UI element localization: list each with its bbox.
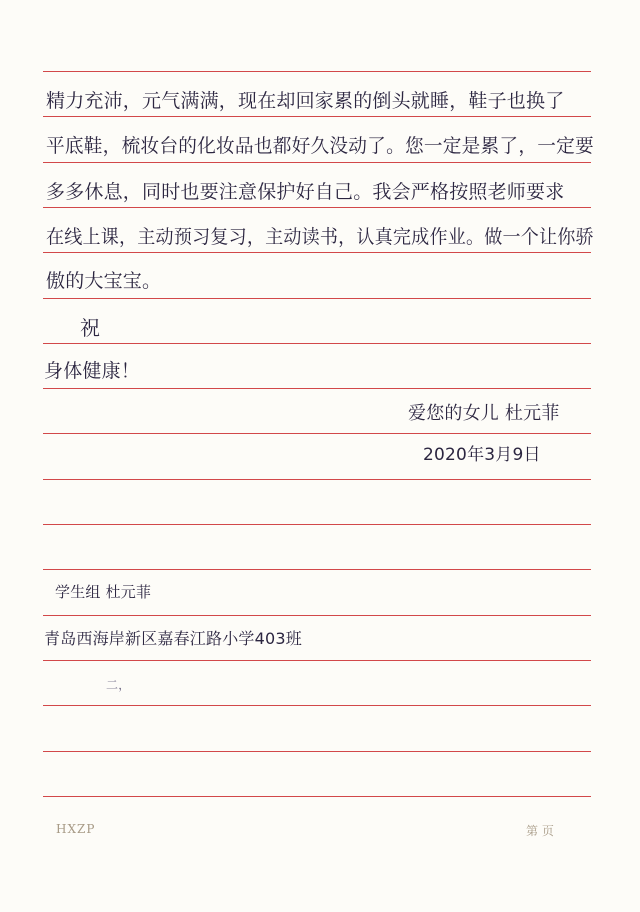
ruled-line xyxy=(43,116,591,117)
ruled-line xyxy=(43,660,591,661)
letter-line-1: 精力充沛，元气满满，现在却回家累的倒头就睡，鞋子也换了 xyxy=(46,90,565,112)
ruled-line xyxy=(43,71,591,72)
ruled-line xyxy=(43,796,591,797)
ruled-line xyxy=(43,705,591,706)
student-group: 学生组 杜元菲 xyxy=(55,583,152,601)
ruled-line xyxy=(43,615,591,616)
signature: 爱您的女儿 杜元菲 xyxy=(408,403,560,424)
wish: 身体健康！ xyxy=(44,360,141,382)
letter-line-3: 多多休息，同时也要注意保护好自己。我会严格按照老师要求 xyxy=(46,181,565,203)
ruled-line xyxy=(43,252,591,253)
ruled-line xyxy=(43,479,591,480)
letter-line-5: 傲的大宝宝。 xyxy=(46,270,162,292)
ruled-line xyxy=(43,569,591,570)
letter-line-4: 在线上课，主动预习复习，主动读书，认真完成作业。做一个让你骄 xyxy=(46,226,594,248)
ruled-line xyxy=(43,524,591,525)
footer-page-label: 第 页 xyxy=(526,824,554,838)
school-address: 青岛西海岸新区嘉春江路小学403班 xyxy=(44,629,302,648)
letter-line-2: 平底鞋，梳妆台的化妆品也都好久没动了。您一定是累了，一定要 xyxy=(46,135,594,157)
footer-brand: HXZP xyxy=(56,822,96,836)
ruled-line xyxy=(43,298,591,299)
letter-date: 2020年3月9日 xyxy=(423,445,541,465)
scribble-mark: 二， xyxy=(106,678,131,692)
ruled-line xyxy=(43,388,591,389)
ruled-line xyxy=(43,162,591,163)
ruled-line xyxy=(43,343,591,344)
greeting: 祝 xyxy=(80,316,101,340)
ruled-line xyxy=(43,751,591,752)
ruled-line xyxy=(43,433,591,434)
ruled-line xyxy=(43,207,591,208)
